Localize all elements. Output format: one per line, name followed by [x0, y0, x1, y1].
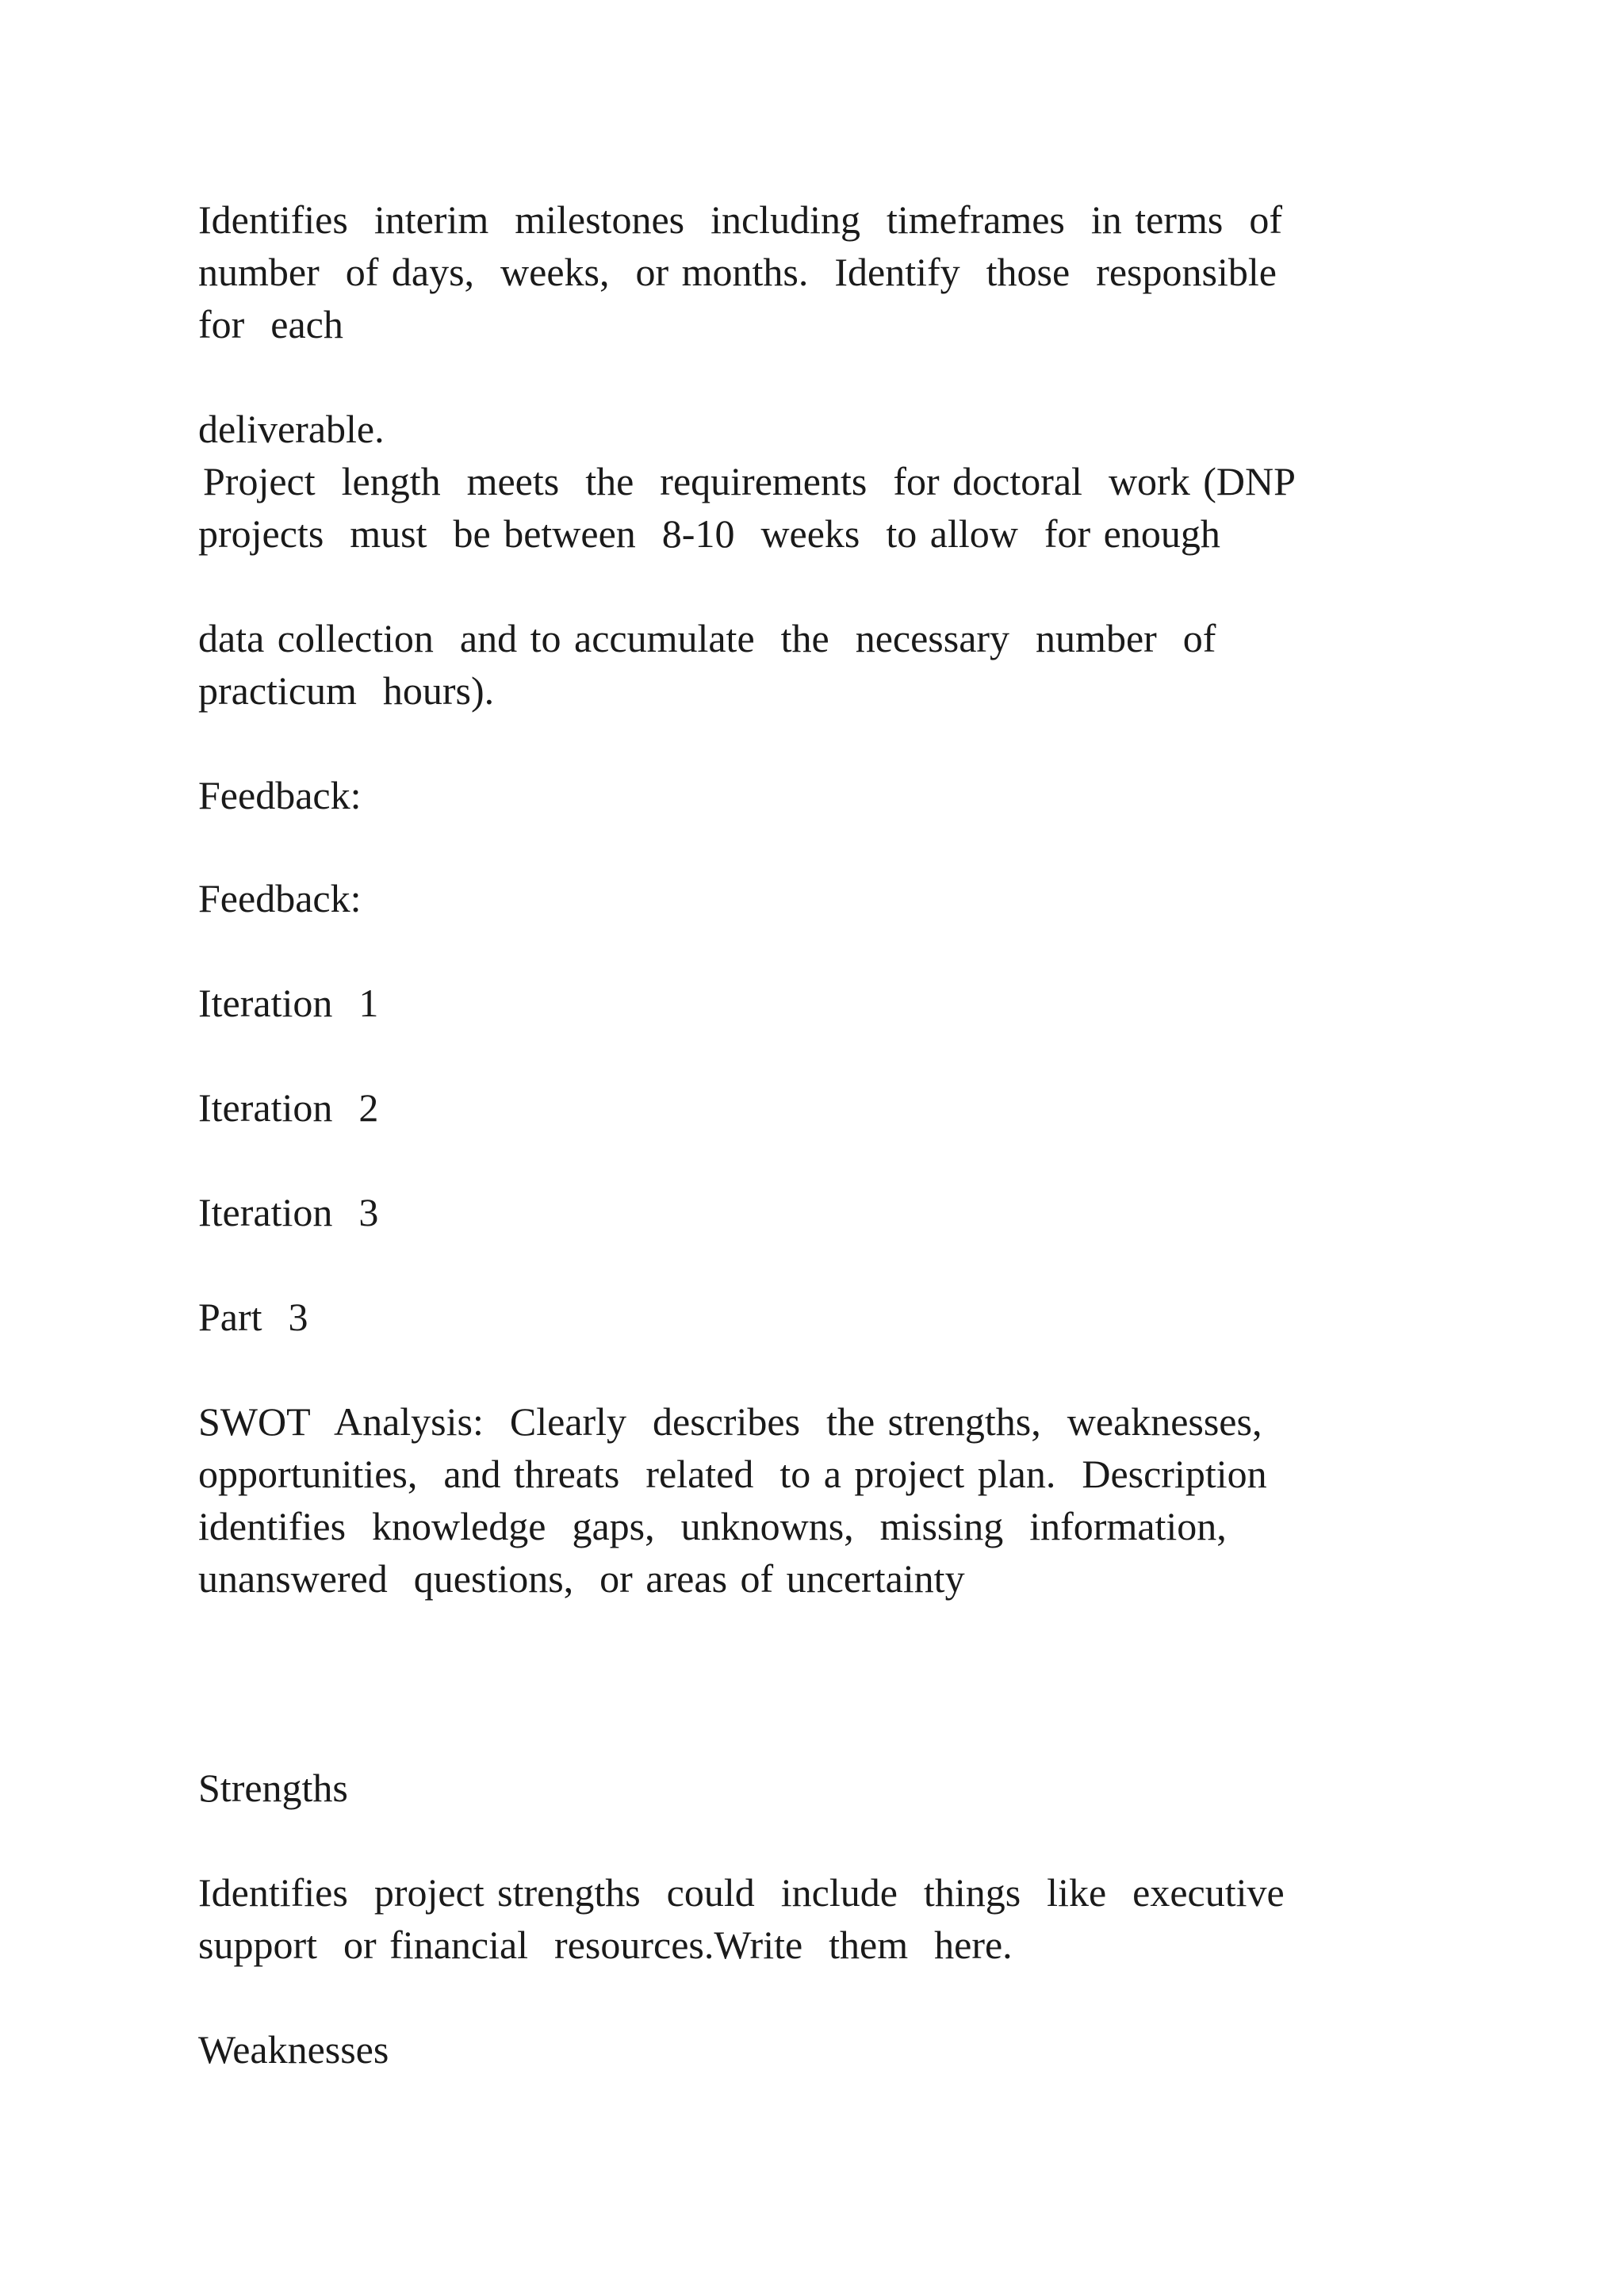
- iteration-2-label: Iteration 2: [198, 1085, 379, 1130]
- text-line-practicum-hours: practicum hours).: [198, 668, 495, 713]
- swot-text-line-1: SWOT Analysis: Clearly describes the strengths, weaknesses,: [198, 1399, 1262, 1444]
- text-line-project-length-2: projects must be between 8-10 weeks to allow for enough: [198, 511, 1220, 556]
- iteration-3-label: Iteration 3: [198, 1190, 379, 1234]
- feedback-label-2: Feedback:: [198, 876, 362, 920]
- swot-text-line-4: unanswered questions, or areas of uncertainty: [198, 1556, 965, 1601]
- text-line-project-length-1: Project length meets the requirements for doctoral work (DNP: [203, 459, 1296, 503]
- iteration-1-label: Iteration 1: [198, 981, 379, 1025]
- text-line-deliverable: deliverable.: [198, 407, 385, 451]
- text-line-milestones-2: number of days, weeks, or months. Identify those responsible: [198, 250, 1277, 294]
- strengths-text-line-1: Identifies project strengths could include things like executive: [198, 1870, 1285, 1915]
- weaknesses-heading: Weaknesses: [198, 2027, 389, 2072]
- swot-text-line-2: opportunities, and threats related to a project plan. Description: [198, 1452, 1267, 1496]
- part-3-heading: Part 3: [198, 1295, 308, 1339]
- text-line-data-collection: data collection and to accumulate the necessary number of: [198, 616, 1216, 660]
- strengths-heading: Strengths: [198, 1766, 348, 1810]
- text-line-milestones-3: for each: [198, 302, 343, 346]
- feedback-label-1: Feedback:: [198, 773, 362, 817]
- swot-text-line-3: identifies knowledge gaps, unknowns, missing information,: [198, 1504, 1227, 1548]
- text-line-milestones-1: Identifies interim milestones including timeframes in terms of: [198, 197, 1282, 242]
- strengths-text-line-2: support or financial resources.Write them here.: [198, 1923, 1013, 1967]
